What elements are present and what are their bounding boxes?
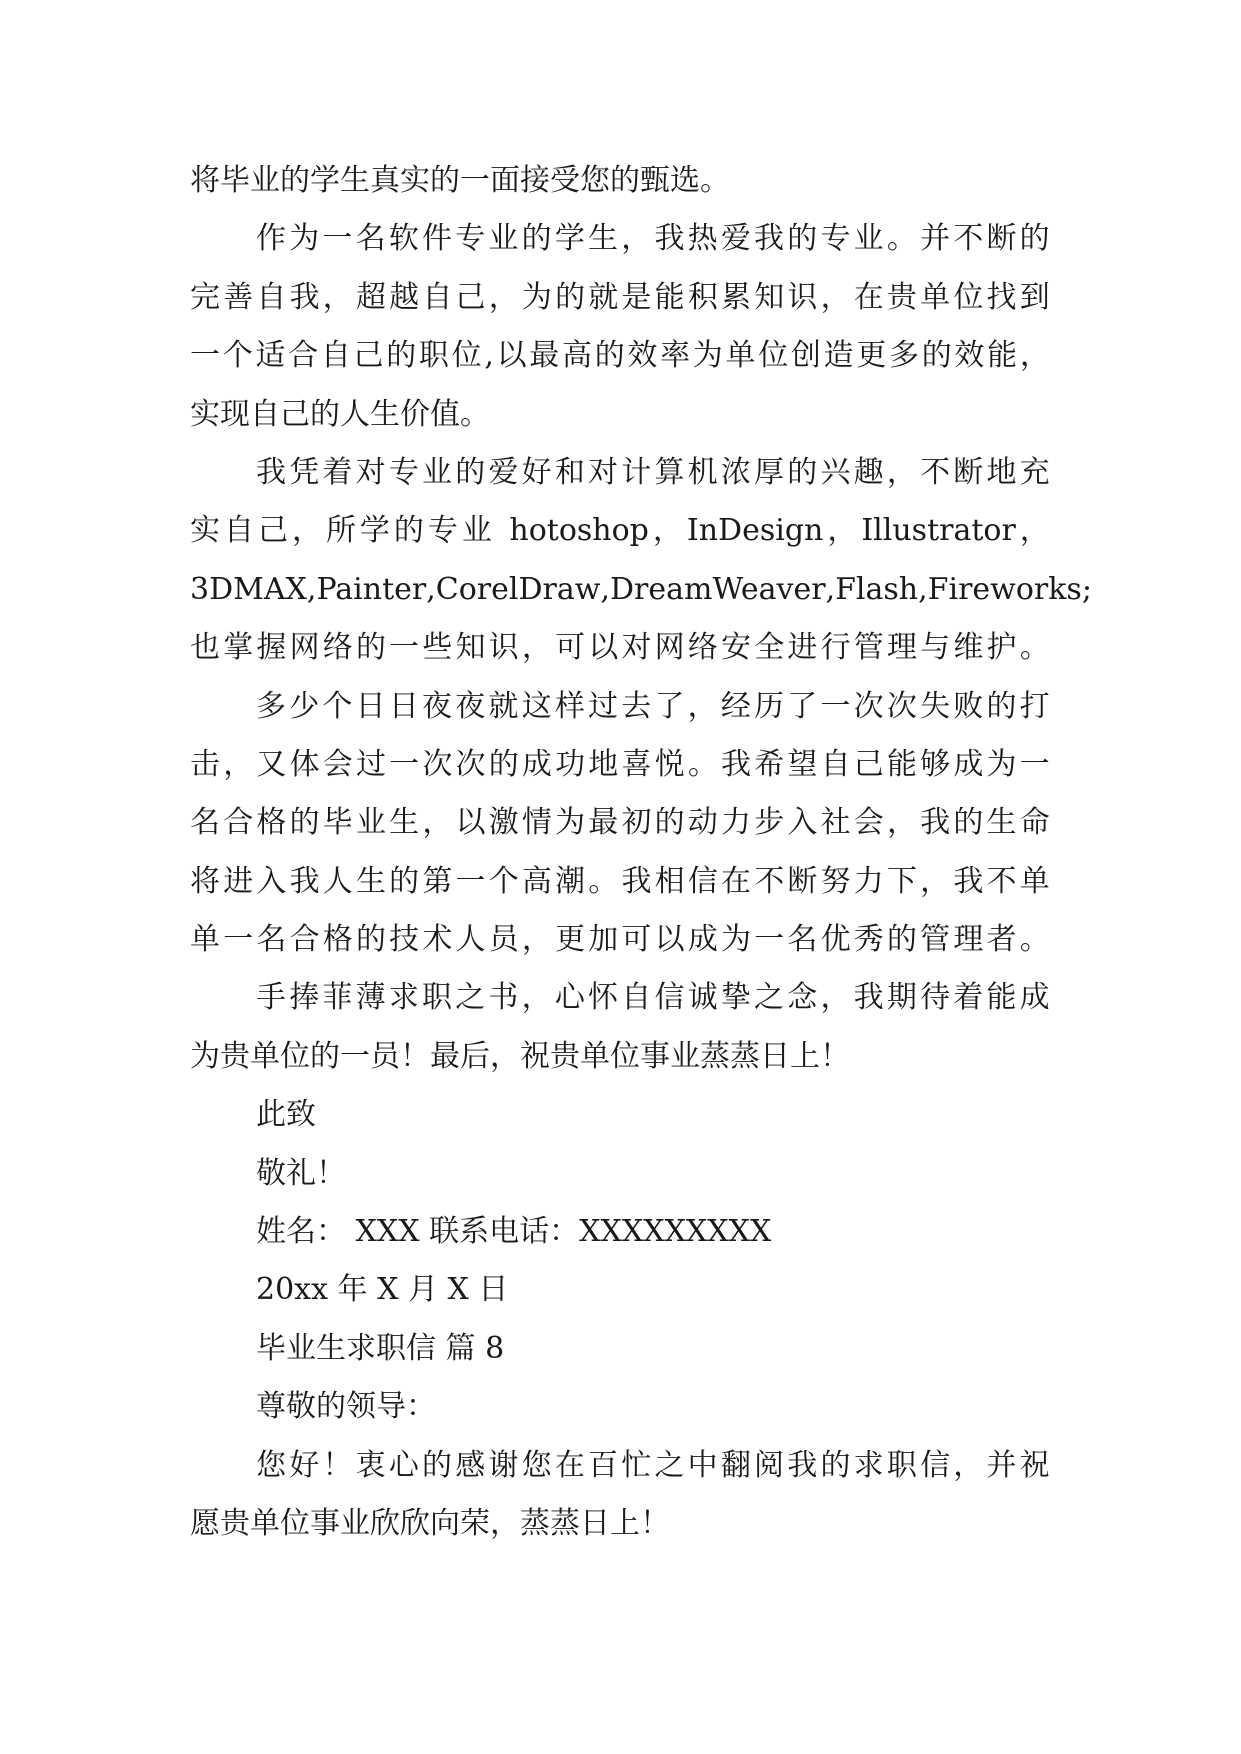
text-line: 我 凭 着 对 专 业 的 爱 好 和 对 计 算 机 浓 厚 的 兴 趣 ， 不 断 地 充 (256, 454, 1050, 490)
text-line: 名 合 格 的 毕 业 生 ， 以 激 情 为 最 初 的 动 力 步 入 社 会 ， 我 的 生 命 (190, 805, 1050, 841)
text-line: 3DMAX , Painter , CorelDraw , DreamWeaver , Flash , Fireworks ; (190, 571, 1092, 607)
text-line: 实现自己的人生价值。 (190, 396, 490, 432)
text-line: 您 好 ！ 衷 心 的 感 谢 您 在 百 忙 之 中 翻 阅 我 的 求 职 信 ， 并 祝 (256, 1447, 1050, 1483)
text-line: 20xx 年 X 月 X 日 (256, 1272, 509, 1308)
text-line: 敬礼！ (256, 1155, 346, 1191)
text-line: 姓名： XXX 联系电话：XXXXXXXXX (256, 1214, 772, 1250)
text-line: 击 ， 又 体 会 过 一 次 次 的 成 功 地 喜 悦 。 我 希 望 自 己 能 够 成 为 一 (190, 746, 1050, 782)
text-line: 手 捧 菲 薄 求 职 之 书 ， 心 怀 自 信 诚 挚 之 念 ， 我 期 待 着 能 成 (256, 980, 1050, 1016)
text-line: 为贵单位的一员！最后，祝贵单位事业蒸蒸日上！ (190, 1038, 850, 1074)
text-line: 实 自 己 ， 所 学 的 专 业 hotoshop ， InDesign ， Illustrator ， (190, 513, 1050, 549)
text-line: 作 为 一 名 软 件 专 业 的 学 生 ， 我 热 爱 我 的 专 业 。 并 不 断 的 (256, 221, 1050, 257)
text-line: 将毕业的学生真实的一面接受您的甄选。 (190, 163, 730, 198)
text-line: 单 一 名 合 格 的 技 术 人 员 ， 更 加 可 以 成 为 一 名 优 秀 的 管 理 者 。 (190, 922, 1050, 958)
text-line: 也 掌 握 网 络 的 一 些 知 识 ， 可 以 对 网 络 安 全 进 行 管 理 与 维 护 。 (190, 630, 1050, 666)
text-line: 一 个 适 合 自 己 的 职 位 , 以 最 高 的 效 率 为 单 位 创 造 更 多 的 效 能 ， (190, 338, 1050, 374)
text-line: 愿贵单位事业欣欣向荣，蒸蒸日上！ (190, 1505, 670, 1541)
letter-body (190, 152, 1092, 1553)
text-line: 毕业生求职信 篇 8 (256, 1330, 505, 1366)
text-line: 将 进 入 我 人 生 的 第 一 个 高 潮 。 我 相 信 在 不 断 努 力 下 ， 我 不 单 (190, 863, 1050, 899)
text-line: 多 少 个 日 日 夜 夜 就 这 样 过 去 了 ， 经 历 了 一 次 次 失 败 的 打 (256, 688, 1050, 724)
text-line: 此致 (256, 1097, 316, 1133)
text-line: 尊敬的领导： (256, 1389, 436, 1425)
text-line: 完 善 自 我 ， 超 越 自 己 ， 为 的 就 是 能 积 累 知 识 ， 在 贵 单 位 找 到 (190, 279, 1050, 315)
